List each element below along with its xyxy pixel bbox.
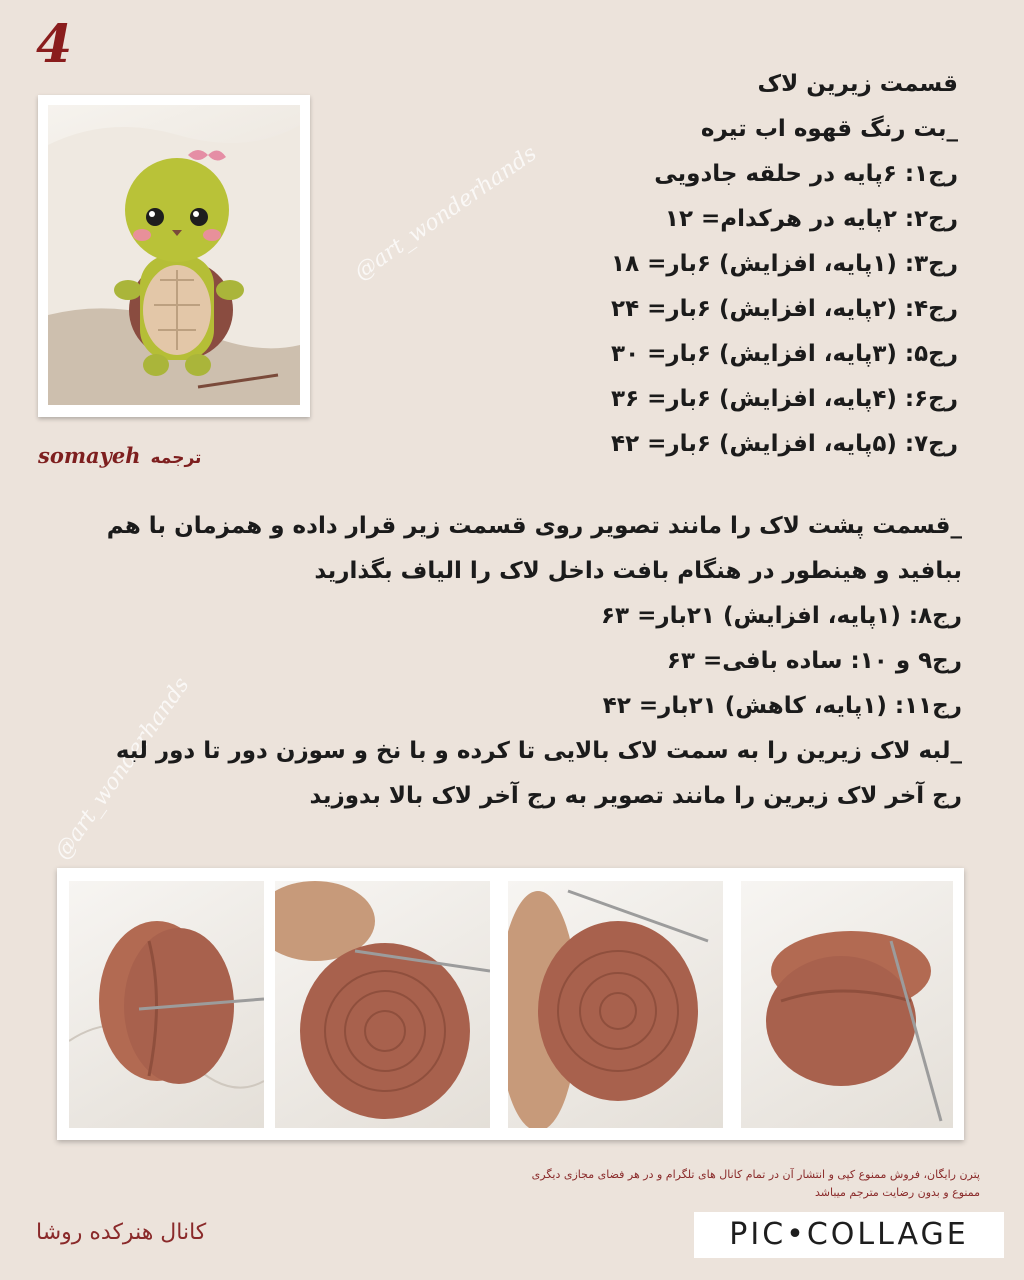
pic-collage-badge: PIC•COLLAGE xyxy=(694,1212,1004,1258)
round-line: رج۵: (۳پایه، افزایش) ۶بار= ۳۰ xyxy=(611,341,958,367)
instruction-line: ببافید و هینطور در هنگام بافت داخل لاک را الیاف بگذارید xyxy=(314,558,962,584)
round-line: رج۶: (۴پایه، افزایش) ۶بار= ۳۶ xyxy=(611,386,958,412)
step-photo-3 xyxy=(508,881,723,1128)
copyright-line: ممنوع و بدون رضایت مترجم میباشد xyxy=(815,1186,980,1199)
translator-name: somayeh xyxy=(38,443,141,468)
instruction-line: رج آخر لاک زیرین را مانند تصویر به رج آخر لاک بالا بدوزید xyxy=(309,783,962,809)
copyright-note xyxy=(330,1166,980,1202)
translator-label: ترجمه xyxy=(150,448,202,468)
round-list xyxy=(358,62,958,467)
round-line: رج۲: ۲پایه در هرکدام= ۱۲ xyxy=(664,206,958,232)
copyright-line: پترن رایگان، فروش ممنوع کپی و انتشار آن در تمام کانال های تلگرام و در هر فضای مجازی دیگری xyxy=(531,1168,980,1181)
channel-name: کانال هنرکده روشا xyxy=(36,1220,207,1245)
instruction-line: _لبه لاک زیرین را به سمت لاک بالایی تا کرده و با نخ و سوزن دور تا دور لبه xyxy=(115,738,962,764)
round-line: رج۷: (۵پایه، افزایش) ۶بار= ۴۲ xyxy=(611,431,958,457)
watermark-middle: @art_wonderhands xyxy=(50,672,195,865)
turtle-illustration xyxy=(48,105,300,405)
translator-credit xyxy=(38,443,201,468)
step-photo-strip xyxy=(57,868,964,1140)
watermark-top: @art_wonderhands xyxy=(350,141,542,286)
round-line: رج۱۱: (۱پایه، کاهش) ۲۱بار= ۴۲ xyxy=(602,693,962,719)
turtle-photo xyxy=(48,105,300,405)
instruction-block xyxy=(40,504,962,819)
step-photo-2 xyxy=(275,881,490,1128)
round-line: رج۴: (۲پایه، افزایش) ۶بار= ۲۴ xyxy=(611,296,958,322)
section-heading: قسمت زیرین لاک xyxy=(757,71,958,97)
step-photo-1 xyxy=(69,881,264,1128)
yarn-note: _بت رنگ قهوه اب تیره xyxy=(700,116,958,142)
round-line: رج۳: (۱پایه، افزایش) ۶بار= ۱۸ xyxy=(611,251,958,277)
round-line: رج۹ و ۱۰: ساده بافی= ۶۳ xyxy=(666,648,962,674)
round-line: رج۸: (۱پایه، افزایش) ۲۱بار= ۶۳ xyxy=(601,603,962,629)
step-photo-4 xyxy=(741,881,953,1128)
round-line: رج۱: ۶پایه در حلقه جادویی xyxy=(654,161,958,187)
page-number: 4 xyxy=(36,14,73,75)
instruction-line: _قسمت پشت لاک را مانند تصویر روی قسمت زیر قرار داده و همزمان با هم xyxy=(106,513,962,539)
turtle-photo-frame xyxy=(38,95,310,417)
